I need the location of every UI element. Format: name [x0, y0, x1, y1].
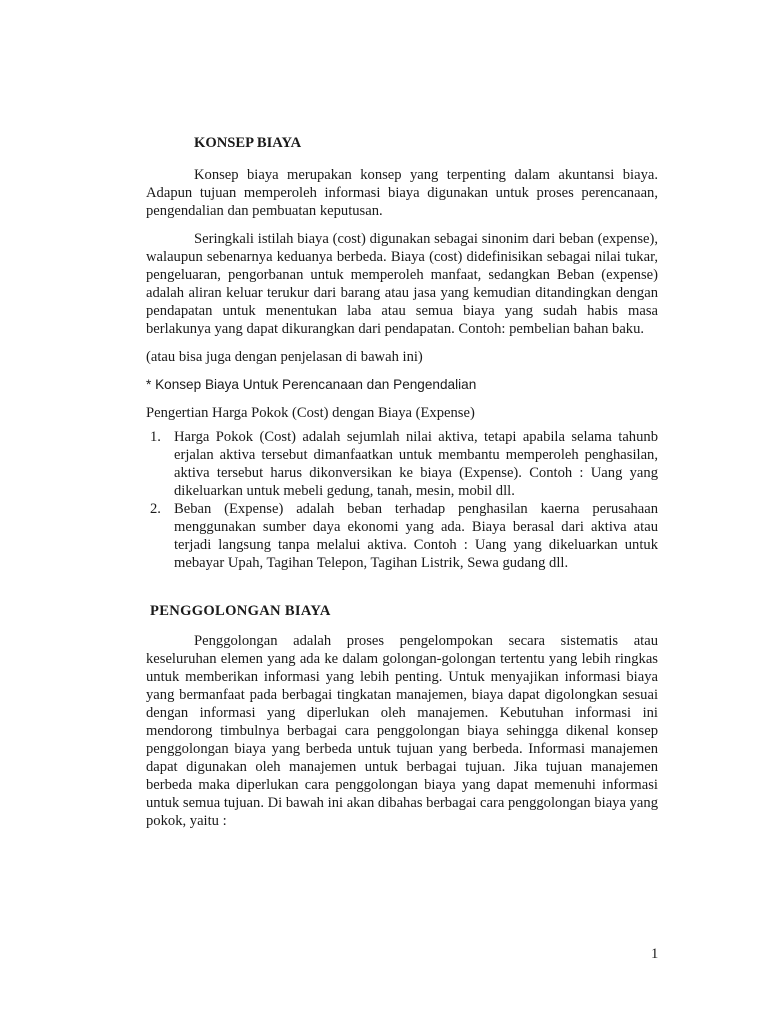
paragraph-cost-vs-expense: Seringkali istilah biaya (cost) digunakan sebagai sinonim dari beban (expense), walaupun sebenarnya keduanya berbeda. Biaya (cost) didefinisikan sebagai nilai tukar, pengeluaran, pengorbanan untuk memperoleh manfaat, sedangkan Beban (expense) adalah aliran keluar terukur dari barang atau jasa yang kemudian ditandingkan dengan pendapatan untuk menentukan laba atau semua biaya yang sudah habis masa berlakunya yang dapat dikurangkan dari pendapatan. Contoh: pembelian bahan baku.: [146, 231, 658, 337]
note-alternative-explanation: (atau bisa juga dengan penjelasan di bawah ini): [146, 349, 423, 365]
paragraph-penggolongan: Penggolongan adalah proses pengelompokan secara sistematis atau keseluruhan elemen yang ada ke dalam golongan-golongan tertentu yang lebih ringkas untuk memberikan informasi yang lebih penting. Untuk menyajikan informasi biaya yang bermanfaat pada berbagai tingkatan manajemen, biaya dapat digolongkan sesuai dengan informasi yang diperlukan oleh manajemen. Kebutuhan informasi ini mendorong timbulnya berbagai cara penggolongan biaya sehingga dikenal konsep penggolongan biaya yang berbeda untuk tujuan yang berbeda. Informasi manajemen dapat digunakan oleh manajemen untuk berbagai tujuan. Jika tujuan manajemen berbeda maka diperlukan cara penggolongan biaya yang dapat memenuhi informasi untuk semua tujuan. Di bawah ini akan dibahas berbagai cara penggolongan biaya yang pokok, yaitu :: [146, 633, 658, 829]
definition-list: [146, 428, 658, 572]
page-content: [146, 134, 658, 830]
list-item-number: 1.: [150, 429, 161, 445]
list-item-number: 2.: [150, 501, 161, 517]
paragraph-konsep-intro: Konsep biaya merupakan konsep yang terpenting dalam akuntansi biaya. Adapun tujuan memperoleh informasi biaya digunakan untuk proses perencanaan, pengendalian dan pembuatan keputusan.: [146, 167, 658, 219]
list-item-text: Harga Pokok (Cost) adalah sejumlah nilai aktiva, tetapi apabila selama tahunb erjalan aktiva tersebut dimanfaatkan untuk membantu memperoleh penghasilan, aktiva tersebut harus dikonversikan ke biaya (Expense). Contoh : Uang yang dikeluarkan untuk mebeli gedung, tanah, mesin, mobil dll.: [174, 429, 658, 499]
list-item-text: Beban (Expense) adalah beban terhadap penghasilan kaerna perusahaan menggunakan sumber daya ekonomi yang ada. Biaya berasal dari aktiva atau terjadi langsung tanpa melalui aktiva. Contoh : Uang yang dikeluarkan untuk mebayar Upah, Tagihan Telepon, Tagihan Listrik, Sewa gudang dll.: [174, 501, 658, 571]
subheading-perencanaan: * Konsep Biaya Untuk Perencanaan dan Pengendalian: [146, 377, 477, 392]
section-heading-penggolongan-biaya: PENGGOLONGAN BIAYA: [150, 603, 331, 619]
page-number: 1: [651, 946, 659, 962]
definition-title: Pengertian Harga Pokok (Cost) dengan Biaya (Expense): [146, 405, 475, 421]
section-heading-konsep-biaya: KONSEP BIAYA: [194, 135, 302, 151]
list-item: [146, 500, 658, 572]
list-item: [146, 428, 658, 500]
